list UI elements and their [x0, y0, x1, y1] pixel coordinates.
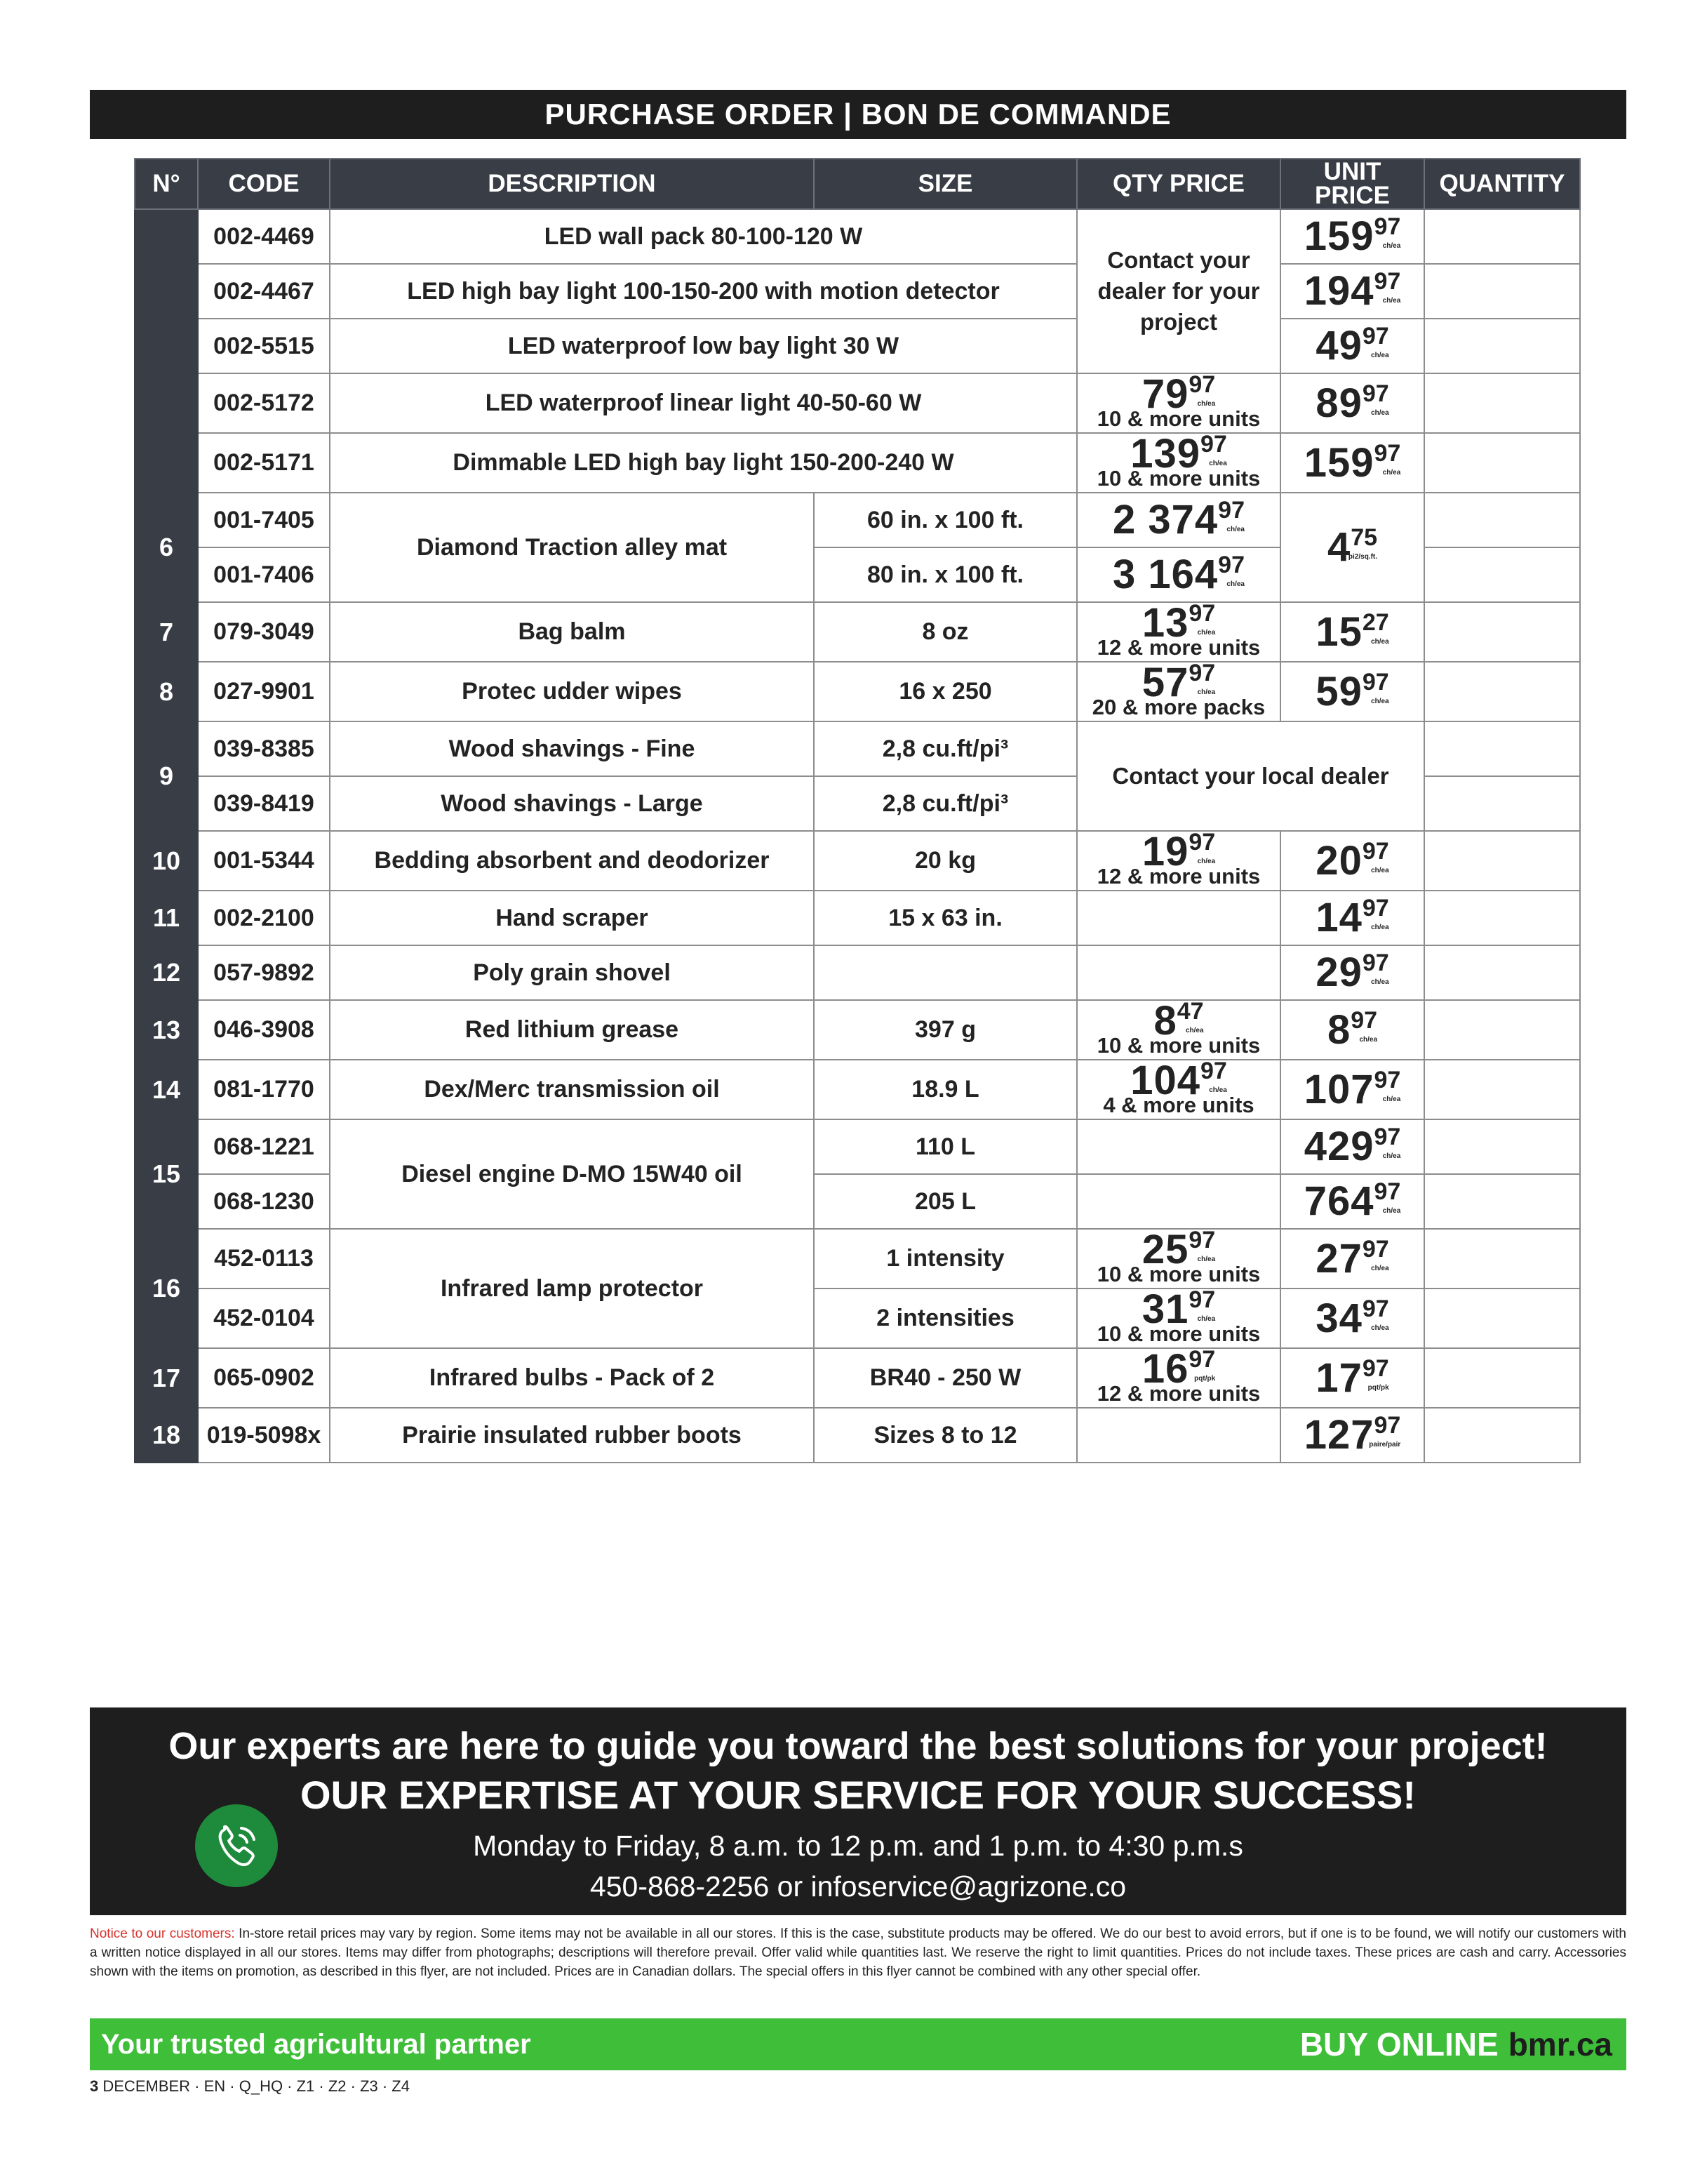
qty-price: 2597 ch/ea 10 & more units: [1077, 1229, 1280, 1289]
page-title: PURCHASE ORDER | BON DE COMMANDE: [90, 90, 1626, 139]
unit-price: 3497 ch/ea: [1280, 1289, 1424, 1348]
item-size: 20 kg: [814, 831, 1077, 891]
item-size: 1 intensity: [814, 1229, 1077, 1289]
phone-icon: [195, 1804, 278, 1887]
qty-price: 7997 ch/ea 10 & more units: [1077, 373, 1280, 433]
header-quantity: QUANTITY: [1424, 159, 1580, 209]
page-number: 3: [90, 2077, 99, 2095]
header-num: N°: [135, 159, 198, 209]
header-description: DESCRIPTION: [330, 159, 814, 209]
unit-price: 2797 ch/ea: [1280, 1229, 1424, 1289]
footer-code: [90, 2077, 410, 2096]
table-row: [135, 264, 1580, 319]
item-description: LED waterproof linear light 40-50-60 W: [330, 373, 1077, 433]
row-number: 15: [135, 1119, 198, 1229]
qty-price: 1997 ch/ea 12 & more units: [1077, 831, 1280, 891]
quantity-cell[interactable]: [1424, 1289, 1580, 1348]
qty-price: 847 ch/ea 10 & more units: [1077, 1000, 1280, 1060]
quantity-cell[interactable]: [1424, 493, 1580, 547]
qty-price: [1077, 1119, 1280, 1174]
item-code: 002-4467: [198, 264, 330, 319]
unit-price: 897 ch/ea: [1280, 1000, 1424, 1060]
qty-price-contact: Contact your local dealer: [1077, 721, 1424, 831]
quantity-cell[interactable]: [1424, 1229, 1580, 1289]
unit-price: 1797 pqt/pk: [1280, 1348, 1424, 1408]
item-code: 068-1230: [198, 1174, 330, 1229]
item-code: 046-3908: [198, 1000, 330, 1060]
item-description: Protec udder wipes: [330, 662, 814, 721]
item-code: 452-0113: [198, 1229, 330, 1289]
quantity-cell[interactable]: [1424, 319, 1580, 373]
item-size: 15 x 63 in.: [814, 891, 1077, 945]
table-row: [135, 433, 1580, 493]
unit-price: 1497 ch/ea: [1280, 891, 1424, 945]
table-row: [135, 373, 1580, 433]
purchase-order-table: [134, 158, 1581, 1463]
item-size: 60 in. x 100 ft.: [814, 493, 1077, 547]
row-number: 11: [135, 891, 198, 945]
banner-hours: Monday to Friday, 8 a.m. to 12 p.m. and 1 p.m. to 4:30 p.m.s: [473, 1830, 1243, 1862]
table-row: [135, 1408, 1580, 1463]
qty-price: 1397 ch/ea 12 & more units: [1077, 602, 1280, 662]
item-description: Infrared lamp protector: [330, 1229, 814, 1348]
quantity-cell[interactable]: [1424, 945, 1580, 1000]
qty-price: 10497 ch/ea 4 & more units: [1077, 1060, 1280, 1119]
item-code: 039-8385: [198, 721, 330, 776]
banner-contact[interactable]: 450-868-2256 or infoservice@agrizone.co: [589, 1870, 1127, 1903]
header-size: SIZE: [814, 159, 1077, 209]
unit-price: 15997 ch/ea: [1280, 433, 1424, 493]
notice-label: Notice to our customers:: [90, 1926, 235, 1941]
table-row: [135, 1229, 1580, 1289]
row-number: 16: [135, 1229, 198, 1348]
unit-price: 19497 ch/ea: [1280, 264, 1424, 319]
table-row: [135, 721, 1580, 776]
quantity-cell[interactable]: [1424, 1060, 1580, 1119]
table-row: [135, 891, 1580, 945]
quantity-cell[interactable]: [1424, 662, 1580, 721]
unit-price: 1527 ch/ea: [1280, 602, 1424, 662]
item-description: LED waterproof low bay light 30 W: [330, 319, 1077, 373]
item-description: Diamond Traction alley mat: [330, 493, 814, 602]
table-row: [135, 1348, 1580, 1408]
quantity-cell[interactable]: [1424, 433, 1580, 493]
table-row: [135, 662, 1580, 721]
item-code: 002-5172: [198, 373, 330, 433]
item-description: Prairie insulated rubber boots: [330, 1408, 814, 1463]
qty-price: [1077, 945, 1280, 1000]
table-row: [135, 209, 1580, 264]
item-size: 2,8 cu.ft/pi³: [814, 776, 1077, 831]
item-size: 16 x 250: [814, 662, 1077, 721]
item-size: 80 in. x 100 ft.: [814, 547, 1077, 602]
header-code: CODE: [198, 159, 330, 209]
unit-price: 10797 ch/ea: [1280, 1060, 1424, 1119]
unit-price: 42997 ch/ea: [1280, 1119, 1424, 1174]
item-size: [814, 945, 1077, 1000]
item-code: 002-5171: [198, 433, 330, 493]
row-number: 13: [135, 1000, 198, 1060]
unit-price: 475 pi2/sq.ft.: [1280, 493, 1424, 602]
qty-price: [1077, 1174, 1280, 1229]
item-code: 001-5344: [198, 831, 330, 891]
quantity-cell[interactable]: [1424, 547, 1580, 602]
item-size: 8 oz: [814, 602, 1077, 662]
quantity-cell[interactable]: [1424, 209, 1580, 264]
qty-price: 13997 ch/ea 10 & more units: [1077, 433, 1280, 493]
item-size: 18.9 L: [814, 1060, 1077, 1119]
row-number: 8: [135, 662, 198, 721]
item-size: 2,8 cu.ft/pi³: [814, 721, 1077, 776]
item-description: LED wall pack 80-100-120 W: [330, 209, 1077, 264]
quantity-cell[interactable]: [1424, 1348, 1580, 1408]
row-number: 17: [135, 1348, 198, 1408]
table-row: [135, 831, 1580, 891]
banner-subheadline: OUR EXPERTISE AT YOUR SERVICE FOR YOUR SUCCESS!: [300, 1773, 1417, 1817]
item-size: 397 g: [814, 1000, 1077, 1060]
qty-price: [1077, 891, 1280, 945]
row-number: 18: [135, 1408, 198, 1463]
item-code: 001-7406: [198, 547, 330, 602]
item-code: 068-1221: [198, 1119, 330, 1174]
quantity-cell[interactable]: [1424, 1000, 1580, 1060]
quantity-cell[interactable]: [1424, 1174, 1580, 1229]
quantity-cell[interactable]: [1424, 602, 1580, 662]
item-code: 027-9901: [198, 662, 330, 721]
table-row: [135, 1060, 1580, 1119]
item-code: 002-2100: [198, 891, 330, 945]
table-row: [135, 319, 1580, 373]
qty-price-contact: Contact your dealer for your project: [1077, 209, 1280, 373]
unit-price: 8997 ch/ea: [1280, 373, 1424, 433]
item-description: Wood shavings - Fine: [330, 721, 814, 776]
qty-price: 1697 pqt/pk 12 & more units: [1077, 1348, 1280, 1408]
buy-online-label: BUY ONLINE: [1299, 2026, 1499, 2063]
row-number: [135, 209, 198, 493]
unit-price: 12797 paire/pair: [1280, 1408, 1424, 1463]
quantity-cell[interactable]: [1424, 373, 1580, 433]
item-code: 002-4469: [198, 209, 330, 264]
quantity-cell[interactable]: [1424, 264, 1580, 319]
item-description: Dex/Merc transmission oil: [330, 1060, 814, 1119]
customer-notice: [90, 1924, 1626, 1981]
tagline: Your trusted agricultural partner: [101, 2029, 531, 2060]
item-size: Sizes 8 to 12: [814, 1408, 1077, 1463]
unit-price: 76497 ch/ea: [1280, 1174, 1424, 1229]
banner-headline: Our experts are here to guide you toward the best solutions for your project!: [168, 1725, 1548, 1767]
item-description: Bedding absorbent and deodorizer: [330, 831, 814, 891]
item-description: Bag balm: [330, 602, 814, 662]
item-description: Hand scraper: [330, 891, 814, 945]
row-number: 12: [135, 945, 198, 1000]
quantity-cell[interactable]: [1424, 831, 1580, 891]
item-code: 081-1770: [198, 1060, 330, 1119]
unit-price: 2097 ch/ea: [1280, 831, 1424, 891]
item-description: Dimmable LED high bay light 150-200-240 W: [330, 433, 1077, 493]
buy-online-link[interactable]: [1300, 2018, 1612, 2070]
footer-green-bar: [90, 2018, 1626, 2070]
item-code: 057-9892: [198, 945, 330, 1000]
notice-text: In-store retail prices may vary by region. Some items may not be available in all our stores. If this is the case, substitute products may be offered. We do our best to avoid errors, but if one is to be found, we will notify our customers with a written notice displayed in all our stores. Items may differ from photographs; descriptions will therefore prevail. Offer valid while quantities last. We reserve the right to limit quantities. Prices do not include taxes. These prices are cash and carry. Accessories shown with the items on promotion, as described in this flyer, are not included. Prices are in Canadian dollars. The special offers in this flyer cannot be combined with any other special offer.: [90, 1926, 1626, 1979]
quantity-cell[interactable]: [1424, 1119, 1580, 1174]
item-code: 452-0104: [198, 1289, 330, 1348]
item-size: BR40 - 250 W: [814, 1348, 1077, 1408]
header-unit-price: UNIT PRICE: [1280, 159, 1424, 209]
table-row: [135, 493, 1580, 547]
qty-price: 2 37497 ch/ea: [1077, 493, 1280, 547]
row-number: 14: [135, 1060, 198, 1119]
item-code: 001-7405: [198, 493, 330, 547]
quantity-cell[interactable]: [1424, 891, 1580, 945]
row-number: 6: [135, 493, 198, 602]
site-link[interactable]: bmr.ca: [1508, 2026, 1612, 2063]
qty-price: 5797 ch/ea 20 & more packs: [1077, 662, 1280, 721]
table-row: [135, 1119, 1580, 1174]
item-size: 2 intensities: [814, 1289, 1077, 1348]
table-row: [135, 1000, 1580, 1060]
item-description: LED high bay light 100-150-200 with motion detector: [330, 264, 1077, 319]
item-description: Infrared bulbs - Pack of 2: [330, 1348, 814, 1408]
unit-price: 2997 ch/ea: [1280, 945, 1424, 1000]
table-row: [135, 945, 1580, 1000]
unit-price: 4997 ch/ea: [1280, 319, 1424, 373]
item-code: 065-0902: [198, 1348, 330, 1408]
expertise-banner: [90, 1707, 1626, 1915]
unit-price: 5997 ch/ea: [1280, 662, 1424, 721]
item-description: Poly grain shovel: [330, 945, 814, 1000]
qty-price: [1077, 1408, 1280, 1463]
qty-price: 3197 ch/ea 10 & more units: [1077, 1289, 1280, 1348]
header-qty-price: QTY PRICE: [1077, 159, 1280, 209]
quantity-cell[interactable]: [1424, 721, 1580, 776]
item-code: 002-5515: [198, 319, 330, 373]
row-number: 9: [135, 721, 198, 831]
item-code: 019-5098x: [198, 1408, 330, 1463]
item-size: 110 L: [814, 1119, 1077, 1174]
item-code: 079-3049: [198, 602, 330, 662]
unit-price: 15997 ch/ea: [1280, 209, 1424, 264]
table-row: [135, 602, 1580, 662]
row-number: 7: [135, 602, 198, 662]
header-row: [135, 159, 1580, 209]
item-code: 039-8419: [198, 776, 330, 831]
edition-code: DECEMBER · EN · Q_HQ · Z1 · Z2 · Z3 · Z4: [102, 2077, 410, 2095]
quantity-cell[interactable]: [1424, 1408, 1580, 1463]
item-description: Red lithium grease: [330, 1000, 814, 1060]
row-number: 10: [135, 831, 198, 891]
qty-price: 3 16497 ch/ea: [1077, 547, 1280, 602]
quantity-cell[interactable]: [1424, 776, 1580, 831]
item-description: Wood shavings - Large: [330, 776, 814, 831]
item-description: Diesel engine D-MO 15W40 oil: [330, 1119, 814, 1229]
item-size: 205 L: [814, 1174, 1077, 1229]
